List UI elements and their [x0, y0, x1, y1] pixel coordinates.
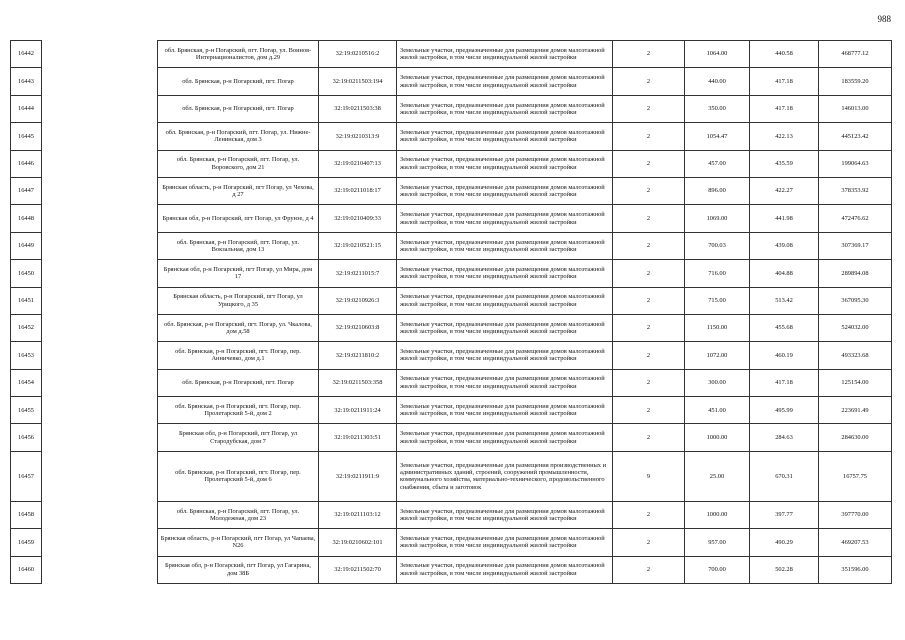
land-use-purpose-cell: Земельные участки, предназначенные для размещения домов малоэтажной жилой застройки, в том числе индивидуальной жилой застройки	[397, 397, 613, 424]
cadastral-number-cell: 32:19:0210407:13	[319, 150, 397, 177]
address-cell: обл. Брянская, р-н Погарский, пгт. Погар	[158, 68, 319, 95]
gap-cell	[42, 424, 158, 451]
area-cell: 1054.47	[685, 123, 750, 150]
row-number-cell: 16451	[11, 287, 42, 314]
land-use-purpose-cell: Земельные участки, предназначенные для размещения домов малоэтажной жилой застройки, в том числе индивидуальной жилой застройки	[397, 150, 613, 177]
cadastral-value-cell: 351596.00	[819, 556, 892, 583]
row-number-cell: 16446	[11, 150, 42, 177]
table-body	[11, 41, 892, 584]
address-cell: Брянская область, р-н Погарский, пгт Погар, ул Чапаева, N26	[158, 529, 319, 556]
gap-cell	[42, 232, 158, 259]
table-row	[11, 260, 892, 287]
group-number-cell: 2	[613, 177, 685, 204]
gap-cell	[42, 529, 158, 556]
specific-value-cell: 417.18	[750, 95, 819, 122]
group-number-cell: 2	[613, 95, 685, 122]
group-number-cell: 9	[613, 451, 685, 501]
group-number-cell: 2	[613, 68, 685, 95]
specific-value-cell: 397.77	[750, 501, 819, 528]
cadastral-number-cell: 32:19:0211503:358	[319, 369, 397, 396]
row-number-cell: 16442	[11, 41, 42, 68]
row-number-cell: 16456	[11, 424, 42, 451]
group-number-cell: 2	[613, 232, 685, 259]
gap-cell	[42, 68, 158, 95]
gap-cell	[42, 150, 158, 177]
area-cell: 700.00	[685, 556, 750, 583]
specific-value-cell: 455.68	[750, 314, 819, 341]
cadastral-value-cell: 472476.62	[819, 205, 892, 232]
land-use-purpose-cell: Земельные участки, предназначенные для размещения домов малоэтажной жилой застройки, в том числе индивидуальной жилой застройки	[397, 123, 613, 150]
address-cell: обл. Брянская, р-н Погарский, пгт. Погар, ул. Воинов-Интернационалистов, дом д.29	[158, 41, 319, 68]
gap-cell	[42, 260, 158, 287]
specific-value-cell: 460.19	[750, 342, 819, 369]
address-cell: обл. Брянская, р-н Погарский, пгт. Погар, ул. Нижне-Ленинская, дом 3	[158, 123, 319, 150]
gap-cell	[42, 501, 158, 528]
gap-cell	[42, 205, 158, 232]
gap-cell	[42, 314, 158, 341]
row-number-cell: 16444	[11, 95, 42, 122]
address-cell: Брянская обл, р-н Погарский, пгт Погар, ул Гагарина, дом 38Б	[158, 556, 319, 583]
address-cell: обл. Брянская, р-н Погарский, пгт. Погар, пер. Пролетарский 5-й, дом 6	[158, 451, 319, 501]
cadastral-number-cell: 32:19:0211911:24	[319, 397, 397, 424]
cadastral-number-cell: 32:19:0211018:17	[319, 177, 397, 204]
cadastral-number-cell: 32:19:0211810:2	[319, 342, 397, 369]
group-number-cell: 2	[613, 369, 685, 396]
row-number-cell: 16459	[11, 529, 42, 556]
group-number-cell: 2	[613, 260, 685, 287]
address-cell: Брянская область, р-н Погарский, пгт Погар, ул Урицкого, д 35	[158, 287, 319, 314]
land-use-purpose-cell: Земельные участки, предназначенные для размещения домов малоэтажной жилой застройки, в том числе индивидуальной жилой застройки	[397, 260, 613, 287]
area-cell: 957.00	[685, 529, 750, 556]
cadastral-number-cell: 32:19:0210602:101	[319, 529, 397, 556]
specific-value-cell: 495.99	[750, 397, 819, 424]
gap-cell	[42, 451, 158, 501]
specific-value-cell: 404.88	[750, 260, 819, 287]
area-cell: 350.00	[685, 95, 750, 122]
gap-cell	[42, 397, 158, 424]
table-row	[11, 232, 892, 259]
land-use-purpose-cell: Земельные участки, предназначенные для размещения домов малоэтажной жилой застройки, в том числе индивидуальной жилой застройки	[397, 205, 613, 232]
cadastral-value-cell: 16757.75	[819, 451, 892, 501]
gap-cell	[42, 41, 158, 68]
group-number-cell: 2	[613, 205, 685, 232]
group-number-cell: 2	[613, 556, 685, 583]
specific-value-cell: 435.59	[750, 150, 819, 177]
row-number-cell: 16443	[11, 68, 42, 95]
cadastral-value-cell: 125154.00	[819, 369, 892, 396]
table-row	[11, 205, 892, 232]
table-row	[11, 314, 892, 341]
cadastral-number-cell: 32:19:0211015:7	[319, 260, 397, 287]
specific-value-cell: 513.42	[750, 287, 819, 314]
area-cell: 1000.00	[685, 424, 750, 451]
row-number-cell: 16445	[11, 123, 42, 150]
land-use-purpose-cell: Земельные участки, предназначенные для размещения домов малоэтажной жилой застройки, в том числе индивидуальной жилой застройки	[397, 287, 613, 314]
area-cell: 700.03	[685, 232, 750, 259]
area-cell: 1072.00	[685, 342, 750, 369]
specific-value-cell: 670.31	[750, 451, 819, 501]
cadastral-number-cell: 32:19:0211103:12	[319, 501, 397, 528]
cadastral-number-cell: 32:19:0210313:9	[319, 123, 397, 150]
area-cell: 716.00	[685, 260, 750, 287]
group-number-cell: 2	[613, 501, 685, 528]
cadastral-number-cell: 32:19:0210409:33	[319, 205, 397, 232]
cadastral-number-cell: 32:19:0211303:51	[319, 424, 397, 451]
cadastral-value-cell: 183559.20	[819, 68, 892, 95]
cadastral-value-cell: 493323.68	[819, 342, 892, 369]
land-use-purpose-cell: Земельные участки, предназначенные для размещения домов малоэтажной жилой застройки, в том числе индивидуальной жилой застройки	[397, 177, 613, 204]
gap-cell	[42, 177, 158, 204]
cadastral-value-cell: 223691.49	[819, 397, 892, 424]
cadastral-value-cell: 468777.12	[819, 41, 892, 68]
group-number-cell: 2	[613, 397, 685, 424]
land-use-purpose-cell: Земельные участки, предназначенные для размещения домов малоэтажной жилой застройки, в том числе индивидуальной жилой застройки	[397, 529, 613, 556]
row-number-cell: 16450	[11, 260, 42, 287]
cadastral-number-cell: 32:19:0211503:194	[319, 68, 397, 95]
land-use-purpose-cell: Земельные участки, предназначенные для размещения домов малоэтажной жилой застройки, в том числе индивидуальной жилой застройки	[397, 232, 613, 259]
specific-value-cell: 422.13	[750, 123, 819, 150]
table-row	[11, 424, 892, 451]
row-number-cell: 16452	[11, 314, 42, 341]
table-row	[11, 451, 892, 501]
gap-cell	[42, 342, 158, 369]
area-cell: 1064.00	[685, 41, 750, 68]
cadastral-value-cell: 378353.92	[819, 177, 892, 204]
group-number-cell: 2	[613, 41, 685, 68]
cadastral-value-cell: 289894.08	[819, 260, 892, 287]
gap-cell	[42, 95, 158, 122]
group-number-cell: 2	[613, 287, 685, 314]
group-number-cell: 2	[613, 123, 685, 150]
row-number-cell: 16458	[11, 501, 42, 528]
row-number-cell: 16454	[11, 369, 42, 396]
cadastral-value-cell: 284630.00	[819, 424, 892, 451]
address-cell: обл. Брянская, р-н Погарский, пгт. Погар	[158, 95, 319, 122]
cadastral-value-table	[10, 40, 892, 584]
cadastral-value-cell: 445123.42	[819, 123, 892, 150]
land-use-purpose-cell: Земельные участки, предназначенные для размещения домов малоэтажной жилой застройки, в том числе индивидуальной жилой застройки	[397, 424, 613, 451]
area-cell: 440.00	[685, 68, 750, 95]
row-number-cell: 16457	[11, 451, 42, 501]
cadastral-value-cell: 146013.00	[819, 95, 892, 122]
cadastral-number-cell: 32:19:0210521:15	[319, 232, 397, 259]
address-cell: Брянская область, р-н Погарский, пгт Погар, ул Чехова, д 27	[158, 177, 319, 204]
cadastral-table-container	[10, 40, 892, 584]
address-cell: обл. Брянская, р-н Погарский, пгт. Погар, пер. Пролетарский 5-й, дом 2	[158, 397, 319, 424]
table-row	[11, 177, 892, 204]
gap-cell	[42, 369, 158, 396]
cadastral-number-cell: 32:19:0210926:3	[319, 287, 397, 314]
specific-value-cell: 422.27	[750, 177, 819, 204]
land-use-purpose-cell: Земельные участки, предназначенные для размещения производственных и административных зданий, строений, сооружений промышленности, коммунального хозяйства, материально-технического, продовольственного снабжения, сбыта и заготовок	[397, 451, 613, 501]
row-number-cell: 16460	[11, 556, 42, 583]
row-number-cell: 16448	[11, 205, 42, 232]
table-row	[11, 287, 892, 314]
specific-value-cell: 417.18	[750, 68, 819, 95]
address-cell: Брянская обл, р-н Погарский, пгт Погар, ул Стародубская, дом 7	[158, 424, 319, 451]
cadastral-number-cell: 32:19:0211503:38	[319, 95, 397, 122]
group-number-cell: 2	[613, 342, 685, 369]
land-use-purpose-cell: Земельные участки, предназначенные для размещения домов малоэтажной жилой застройки, в том числе индивидуальной жилой застройки	[397, 501, 613, 528]
address-cell: Брянская обл, р-н Погарский, пгт Погар, ул Фрунзе, д 4	[158, 205, 319, 232]
specific-value-cell: 439.08	[750, 232, 819, 259]
address-cell: обл. Брянская, р-н Погарский, пгт. Погар, ул. Чкалова, дом д.58	[158, 314, 319, 341]
area-cell: 300.00	[685, 369, 750, 396]
table-row	[11, 95, 892, 122]
cadastral-number-cell: 32:19:0211502:70	[319, 556, 397, 583]
table-row	[11, 342, 892, 369]
row-number-cell: 16455	[11, 397, 42, 424]
cadastral-value-cell: 397770.00	[819, 501, 892, 528]
table-row	[11, 501, 892, 528]
specific-value-cell: 417.18	[750, 369, 819, 396]
land-use-purpose-cell: Земельные участки, предназначенные для размещения домов малоэтажной жилой застройки, в том числе индивидуальной жилой застройки	[397, 369, 613, 396]
area-cell: 1000.00	[685, 501, 750, 528]
land-use-purpose-cell: Земельные участки, предназначенные для размещения домов малоэтажной жилой застройки, в том числе индивидуальной жилой застройки	[397, 95, 613, 122]
group-number-cell: 2	[613, 150, 685, 177]
address-cell: обл. Брянская, р-н Погарский, пгт. Погар, ул. Вокзальная, дом 13	[158, 232, 319, 259]
area-cell: 457.00	[685, 150, 750, 177]
table-row	[11, 369, 892, 396]
group-number-cell: 2	[613, 529, 685, 556]
specific-value-cell: 490.29	[750, 529, 819, 556]
address-cell: обл. Брянская, р-н Погарский, пгт. Погар	[158, 369, 319, 396]
table-row	[11, 41, 892, 68]
specific-value-cell: 284.63	[750, 424, 819, 451]
area-cell: 25.00	[685, 451, 750, 501]
specific-value-cell: 502.28	[750, 556, 819, 583]
table-row	[11, 397, 892, 424]
specific-value-cell: 441.98	[750, 205, 819, 232]
cadastral-value-cell: 524032.00	[819, 314, 892, 341]
land-use-purpose-cell: Земельные участки, предназначенные для размещения домов малоэтажной жилой застройки, в том числе индивидуальной жилой застройки	[397, 41, 613, 68]
cadastral-number-cell: 32:19:0210516:2	[319, 41, 397, 68]
land-use-purpose-cell: Земельные участки, предназначенные для размещения домов малоэтажной жилой застройки, в том числе индивидуальной жилой застройки	[397, 342, 613, 369]
address-cell: обл. Брянская, р-н Погарский, пгт. Погар, ул. Молодежная, дом 23	[158, 501, 319, 528]
gap-cell	[42, 123, 158, 150]
row-number-cell: 16447	[11, 177, 42, 204]
gap-cell	[42, 556, 158, 583]
cadastral-number-cell: 32:19:0210603:8	[319, 314, 397, 341]
cadastral-number-cell: 32:19:0211911:9	[319, 451, 397, 501]
address-cell: обл. Брянская, р-н Погарский, пгт. Погар, пер. Анничевко, дом д.1	[158, 342, 319, 369]
cadastral-value-cell: 199064.63	[819, 150, 892, 177]
land-use-purpose-cell: Земельные участки, предназначенные для размещения домов малоэтажной жилой застройки, в том числе индивидуальной жилой застройки	[397, 556, 613, 583]
cadastral-value-cell: 469207.53	[819, 529, 892, 556]
area-cell: 715.00	[685, 287, 750, 314]
specific-value-cell: 440.58	[750, 41, 819, 68]
page-number: 988	[877, 14, 891, 24]
table-row	[11, 68, 892, 95]
area-cell: 1069.00	[685, 205, 750, 232]
address-cell: Брянская обл, р-н Погарский, пгт Погар, ул Мира, дом 17	[158, 260, 319, 287]
row-number-cell: 16453	[11, 342, 42, 369]
area-cell: 451.00	[685, 397, 750, 424]
cadastral-value-cell: 307369.17	[819, 232, 892, 259]
land-use-purpose-cell: Земельные участки, предназначенные для размещения домов малоэтажной жилой застройки, в том числе индивидуальной жилой застройки	[397, 314, 613, 341]
cadastral-value-cell: 367095.30	[819, 287, 892, 314]
gap-cell	[42, 287, 158, 314]
address-cell: обл. Брянская, р-н Погарский, пгт. Погар, ул. Воровского, дом 21	[158, 150, 319, 177]
table-row	[11, 150, 892, 177]
table-row	[11, 556, 892, 583]
group-number-cell: 2	[613, 314, 685, 341]
table-row	[11, 529, 892, 556]
land-use-purpose-cell: Земельные участки, предназначенные для размещения домов малоэтажной жилой застройки, в том числе индивидуальной жилой застройки	[397, 68, 613, 95]
group-number-cell: 2	[613, 424, 685, 451]
area-cell: 1150.00	[685, 314, 750, 341]
row-number-cell: 16449	[11, 232, 42, 259]
area-cell: 896.00	[685, 177, 750, 204]
table-row	[11, 123, 892, 150]
